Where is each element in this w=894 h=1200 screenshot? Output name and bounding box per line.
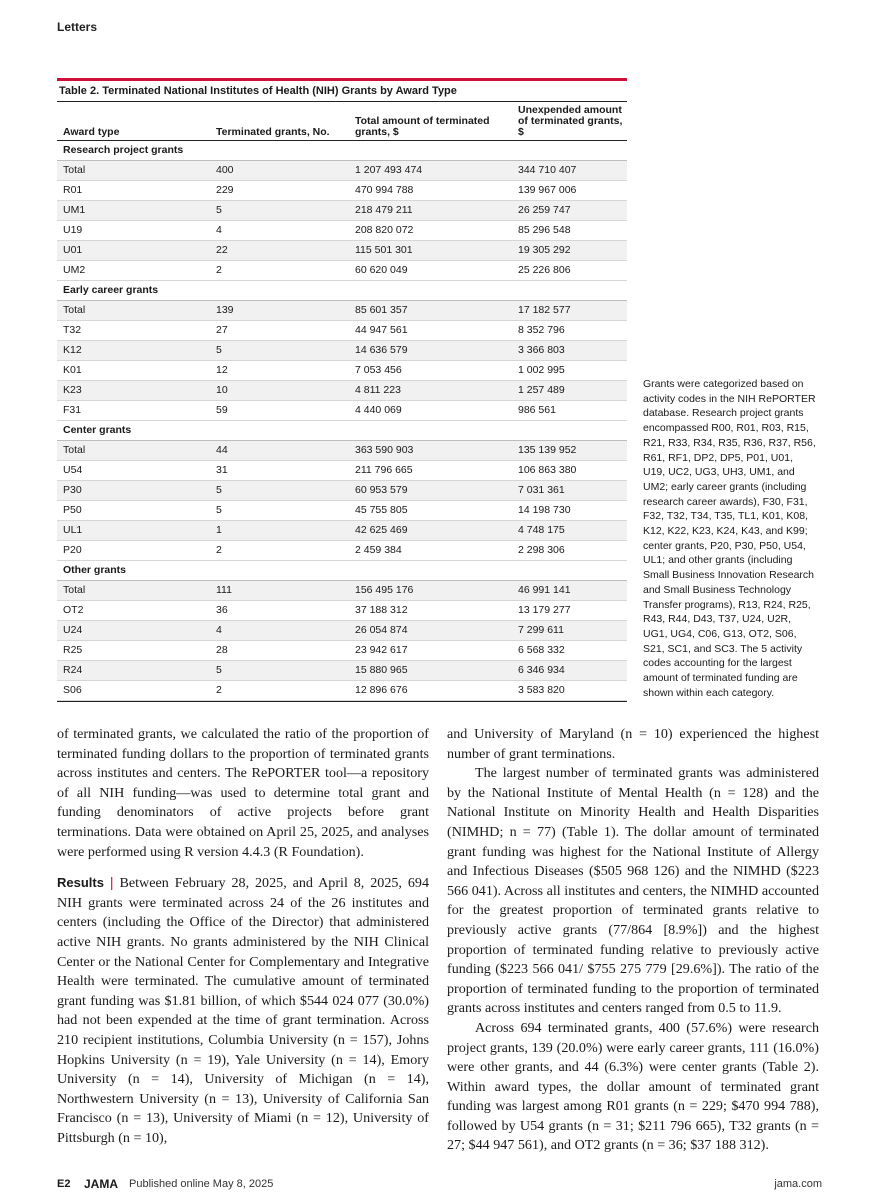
- table-row: [57, 501, 627, 521]
- table-row: [57, 301, 627, 321]
- cell-award-type: F31: [57, 401, 210, 421]
- cell-unexpended-amount: 986 561: [512, 401, 627, 421]
- cell-terminated-count: 5: [210, 481, 349, 501]
- col-header-total-amount: Total amount of terminated grants, $: [349, 102, 512, 141]
- paragraph-results: [57, 873, 429, 1148]
- group-label: Center grants: [57, 421, 627, 441]
- group-label: Research project grants: [57, 141, 627, 161]
- cell-terminated-count: 5: [210, 661, 349, 681]
- publication-date: Published online May 8, 2025: [129, 1178, 274, 1190]
- cell-total-amount: 4 440 069: [349, 401, 512, 421]
- cell-terminated-count: 4: [210, 221, 349, 241]
- cell-total-amount: 363 590 903: [349, 441, 512, 461]
- cell-unexpended-amount: 4 748 175: [512, 521, 627, 541]
- paragraph-methods-end: of terminated grants, we calculated the ratio of the proportion of terminated funding dollars to the proportion of terminated grants across institutes and centers. The RePORTER tool—a repository of all NIH funding—was used to determine total grant and funding denominators of active projects before grant terminations. Data were obtained on April 25, 2025, and analyses were performed using R version 4.4.3 (R Foundation).: [57, 726, 429, 860]
- table-footnote: Grants were categorized based on activity codes in the NIH RePORTER database. Research project grants encompassed R00, R01, R03, R15, R21, R33, R34, R35, R36, R37, R56, R61, RF1, DP2, DP5, P01, U01, U19, UC2, UG3, UH3, UM1, and UM2; early career grants (including research career awards), F30, F31, F32, T32, T34, T35, TL1, K01, K08, K12, K22, K23, K24, K43, and K99; center grants, P20, P30, P50, U54, UL1; and other grants (including Small Business Innovation Research and Small Business Technology Transfer programs), R13, R24, R25, R43, R44, D43, T37, U24, U2R, UG1, UG4, C06, G13, OT2, S06, S21, SC1, and SC3. The 5 activity codes accounting for the largest amount of terminated funding are shown within each category.: [643, 378, 816, 699]
- cell-award-type: S06: [57, 681, 210, 701]
- cell-terminated-count: 12: [210, 361, 349, 381]
- page-number: E2: [57, 1178, 71, 1190]
- cell-unexpended-amount: 7 299 611: [512, 621, 627, 641]
- cell-total-amount: 12 896 676: [349, 681, 512, 701]
- cell-total-amount: 60 953 579: [349, 481, 512, 501]
- cell-total-amount: 85 601 357: [349, 301, 512, 321]
- cell-terminated-count: 139: [210, 301, 349, 321]
- cell-unexpended-amount: 25 226 806: [512, 261, 627, 281]
- cell-terminated-count: 5: [210, 341, 349, 361]
- table-title: Table 2. Terminated National Institutes of Health (NIH) Grants by Award Type: [57, 81, 627, 102]
- cell-total-amount: 4 811 223: [349, 381, 512, 401]
- cell-total-amount: 218 479 211: [349, 201, 512, 221]
- cell-terminated-count: 400: [210, 161, 349, 181]
- cell-unexpended-amount: 14 198 730: [512, 501, 627, 521]
- grants-table: [57, 102, 627, 701]
- table-row: [57, 401, 627, 421]
- cell-total-amount: 14 636 579: [349, 341, 512, 361]
- cell-unexpended-amount: 19 305 292: [512, 241, 627, 261]
- cell-total-amount: 211 796 665: [349, 461, 512, 481]
- cell-award-type: U24: [57, 621, 210, 641]
- table-row: [57, 241, 627, 261]
- cell-terminated-count: 10: [210, 381, 349, 401]
- cell-terminated-count: 2: [210, 261, 349, 281]
- cell-total-amount: 2 459 384: [349, 541, 512, 561]
- table-row: [57, 181, 627, 201]
- cell-unexpended-amount: 139 967 006: [512, 181, 627, 201]
- table-row: [57, 481, 627, 501]
- cell-total-amount: 7 053 456: [349, 361, 512, 381]
- cell-terminated-count: 59: [210, 401, 349, 421]
- cell-award-type: Total: [57, 581, 210, 601]
- body-column-left: [57, 725, 429, 1148]
- cell-total-amount: 115 501 301: [349, 241, 512, 261]
- cell-unexpended-amount: 1 257 489: [512, 381, 627, 401]
- body-column-right: [447, 725, 819, 1156]
- cell-terminated-count: 36: [210, 601, 349, 621]
- cell-award-type: Total: [57, 161, 210, 181]
- section-label: Letters: [57, 20, 98, 34]
- cell-award-type: U19: [57, 221, 210, 241]
- table-row: [57, 661, 627, 681]
- cell-award-type: R25: [57, 641, 210, 661]
- cell-terminated-count: 111: [210, 581, 349, 601]
- table-row: [57, 601, 627, 621]
- col-header-unexpended-amount: Unexpended amount of terminated grants, $: [512, 102, 627, 141]
- cell-total-amount: 42 625 469: [349, 521, 512, 541]
- cell-terminated-count: 229: [210, 181, 349, 201]
- cell-terminated-count: 22: [210, 241, 349, 261]
- cell-award-type: R24: [57, 661, 210, 681]
- cell-unexpended-amount: 6 346 934: [512, 661, 627, 681]
- page-footer: [57, 1176, 822, 1196]
- table-2: [57, 78, 627, 702]
- cell-award-type: U54: [57, 461, 210, 481]
- journal-name: JAMA: [84, 1177, 119, 1191]
- cell-terminated-count: 27: [210, 321, 349, 341]
- table-header-row: [57, 102, 627, 141]
- table-row: [57, 341, 627, 361]
- paragraph-award-types: Across 694 terminated grants, 400 (57.6%) were research project grants, 139 (20.0%) were early career grants, 111 (16.0%) were other grants, and 44 (6.3%) were center grants (Table 2). Within award types, the dollar amount of terminated grant funding was largest among R01 grants (n = 229; $470 994 788), followed by U54 grants (n = 31; $211 796 665), T32 grants (n = 27; $44 947 561), and OT2 grants (n = 36; $37 188 312).: [447, 1019, 819, 1154]
- table-row: [57, 521, 627, 541]
- table-row: [57, 681, 627, 701]
- cell-total-amount: 44 947 561: [349, 321, 512, 341]
- group-label: Other grants: [57, 561, 627, 581]
- cell-total-amount: 26 054 874: [349, 621, 512, 641]
- cell-total-amount: 156 495 176: [349, 581, 512, 601]
- cell-unexpended-amount: 3 366 803: [512, 341, 627, 361]
- cell-total-amount: 15 880 965: [349, 661, 512, 681]
- table-row: [57, 461, 627, 481]
- cell-terminated-count: 5: [210, 201, 349, 221]
- cell-award-type: K01: [57, 361, 210, 381]
- table-bottom-rule: [57, 701, 627, 702]
- cell-total-amount: 470 994 788: [349, 181, 512, 201]
- col-header-award-type: Award type: [57, 102, 210, 141]
- cell-terminated-count: 2: [210, 681, 349, 701]
- cell-award-type: P50: [57, 501, 210, 521]
- cell-unexpended-amount: 106 863 380: [512, 461, 627, 481]
- cell-unexpended-amount: 6 568 332: [512, 641, 627, 661]
- table-row: [57, 621, 627, 641]
- table-row: [57, 201, 627, 221]
- cell-unexpended-amount: 2 298 306: [512, 541, 627, 561]
- cell-unexpended-amount: 13 179 277: [512, 601, 627, 621]
- cell-terminated-count: 1: [210, 521, 349, 541]
- paragraph-continued: and University of Maryland (n = 10) experienced the highest number of grant terminations.: [447, 726, 819, 762]
- table-group-row: [57, 421, 627, 441]
- cell-unexpended-amount: 3 583 820: [512, 681, 627, 701]
- table-group-row: [57, 561, 627, 581]
- cell-award-type: OT2: [57, 601, 210, 621]
- results-heading: Results: [57, 875, 104, 891]
- cell-unexpended-amount: 135 139 952: [512, 441, 627, 461]
- table-row: [57, 641, 627, 661]
- table-row: [57, 321, 627, 341]
- cell-unexpended-amount: 344 710 407: [512, 161, 627, 181]
- cell-award-type: UL1: [57, 521, 210, 541]
- cell-unexpended-amount: 1 002 995: [512, 361, 627, 381]
- cell-award-type: Total: [57, 301, 210, 321]
- table-row: [57, 161, 627, 181]
- table-row: [57, 221, 627, 241]
- table-row: [57, 441, 627, 461]
- cell-total-amount: 23 942 617: [349, 641, 512, 661]
- cell-award-type: Total: [57, 441, 210, 461]
- cell-terminated-count: 31: [210, 461, 349, 481]
- cell-award-type: U01: [57, 241, 210, 261]
- cell-award-type: P30: [57, 481, 210, 501]
- cell-unexpended-amount: 85 296 548: [512, 221, 627, 241]
- cell-unexpended-amount: 26 259 747: [512, 201, 627, 221]
- results-text: Between February 28, 2025, and April 8, 2025, 694 NIH grants were terminated across 24 of the 26 institutes and centers (including the Office of the Director) that administered active NIH grants. No grants administered by the NIH Clinical Center or the National Center for Complementary and Integrative Health were terminated. The cumulative amount of terminated grant funding was $1.81 billion, of which $544 024 077 (30.0%) had not been expended at the time of grant termination. Across 210 recipient institutions, Columbia University (n = 157), Johns Hopkins University (n = 19), Yale University (n = 14), Emory University (n = 14), University of Michigan (n = 14), Northwestern University (n = 13), University of California San Francisco (n = 13), University of Miami (n = 12), University of Pittsburgh (n = 10),: [57, 875, 430, 1146]
- cell-terminated-count: 5: [210, 501, 349, 521]
- cell-award-type: R01: [57, 181, 210, 201]
- table-group-row: [57, 281, 627, 301]
- journal-website[interactable]: jama.com: [774, 1178, 822, 1190]
- cell-award-type: T32: [57, 321, 210, 341]
- cell-unexpended-amount: 8 352 796: [512, 321, 627, 341]
- cell-total-amount: 45 755 805: [349, 501, 512, 521]
- cell-terminated-count: 2: [210, 541, 349, 561]
- table-row: [57, 541, 627, 561]
- results-separator: |: [109, 874, 114, 891]
- cell-unexpended-amount: 17 182 577: [512, 301, 627, 321]
- cell-unexpended-amount: 46 991 141: [512, 581, 627, 601]
- group-label: Early career grants: [57, 281, 627, 301]
- cell-terminated-count: 28: [210, 641, 349, 661]
- table-row: [57, 381, 627, 401]
- cell-award-type: UM1: [57, 201, 210, 221]
- cell-total-amount: 60 620 049: [349, 261, 512, 281]
- table-body: [57, 141, 627, 701]
- cell-total-amount: 1 207 493 474: [349, 161, 512, 181]
- col-header-terminated-count: Terminated grants, No.: [210, 102, 349, 141]
- cell-total-amount: 208 820 072: [349, 221, 512, 241]
- table-row: [57, 581, 627, 601]
- cell-award-type: P20: [57, 541, 210, 561]
- cell-award-type: K12: [57, 341, 210, 361]
- cell-award-type: K23: [57, 381, 210, 401]
- cell-terminated-count: 4: [210, 621, 349, 641]
- table-row: [57, 361, 627, 381]
- cell-unexpended-amount: 7 031 361: [512, 481, 627, 501]
- cell-terminated-count: 44: [210, 441, 349, 461]
- paragraph-institutes: The largest number of terminated grants was administered by the National Institute of Mental Health (n = 128) and the National Institute on Minority Health and Health Disparities (NIMHD; n = 77) (Table 1). The dollar amount of terminated grant funding was highest for the National Institute of Allergy and Infectious Diseases ($505 968 126) and the NIMHD ($223 566 041). Across all institutes and centers, the NIMHD accounted for the greatest proportion of terminated grants relative to previously active grants (77/864 [8.9%]) and the highest proportion of terminated funding relative to previously active funding ($223 566 041/ $755 275 779 [29.6%]). The ratio of the proportion of terminated funding to the proportion of terminated grants across institutes and centers ranged from 0.5 to 11.9.: [447, 765, 819, 1017]
- cell-total-amount: 37 188 312: [349, 601, 512, 621]
- table-group-row: [57, 141, 627, 161]
- table-row: [57, 261, 627, 281]
- cell-award-type: UM2: [57, 261, 210, 281]
